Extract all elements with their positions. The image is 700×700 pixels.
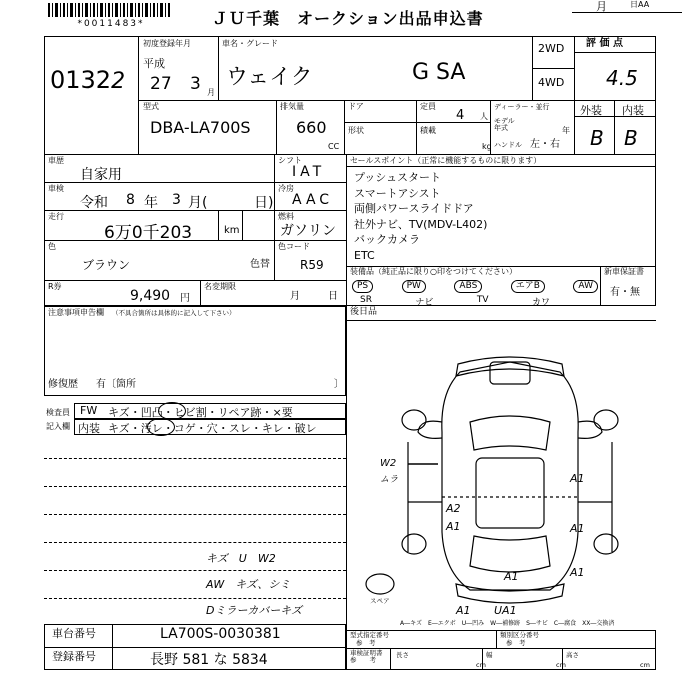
type-reference-label: 参 考: [356, 639, 376, 647]
car-roof: [476, 458, 544, 528]
barcode: [48, 2, 174, 29]
wheel-icon: [594, 410, 618, 430]
divider: [44, 458, 346, 459]
lot-number-value: 0132: [50, 66, 112, 94]
equipment-airbag: エアB: [511, 280, 545, 293]
date-day: 日AA: [630, 0, 650, 9]
displacement-unit: CC: [328, 142, 340, 151]
model-value: DBA-LA700S: [150, 118, 251, 137]
divider: [600, 266, 601, 306]
reg-number-label: 登録番号: [52, 650, 96, 663]
mileage-label: 走行: [48, 212, 64, 221]
history-label: 車歴: [48, 156, 64, 165]
divider: [416, 100, 417, 154]
load-label: 積載: [420, 126, 436, 135]
handle-label: ハンドル: [494, 141, 522, 149]
new-car-warranty-value: 有・無: [610, 287, 640, 298]
sales-point-item: プッシュスタート: [354, 171, 442, 184]
equipment-ps: PS: [352, 280, 373, 293]
lot-number-suffix: 2: [111, 69, 126, 94]
car-name-label: 車名・グレード: [222, 39, 278, 48]
interior-grade: B: [624, 126, 638, 150]
notes-label: 注意事項申告欄: [48, 308, 104, 317]
color-code: R59: [300, 258, 324, 272]
equipment-abs: ABS: [454, 280, 482, 293]
damage-legend: A―キズ E―エクボ U―凹み W―補修跡 S―サビ C―腐食 XX―交換済: [400, 620, 615, 627]
model-label: 型式: [143, 102, 159, 111]
equipment-navi: ナビ: [415, 298, 434, 308]
color-value: ブラウン: [82, 258, 131, 272]
shaken-day-unit: 日): [254, 195, 274, 211]
shaken-month-unit: 月(: [188, 195, 208, 211]
divider: [346, 166, 656, 167]
equipment-sr: SR: [360, 295, 372, 305]
color-label: 色: [48, 242, 56, 251]
inspector-row1-prefix: FW: [80, 404, 98, 417]
sales-point-item: バックカメラ: [354, 233, 420, 246]
car-grade: G SA: [412, 60, 466, 85]
sales-points-list: [354, 170, 487, 263]
divider: [138, 36, 139, 154]
divider: [344, 100, 345, 154]
category-label: 類別区分番号: [500, 631, 539, 639]
door-label: ドア: [348, 102, 364, 111]
evaluation-label: 評 価 点: [586, 38, 623, 49]
equipment-bottom-row: [360, 295, 550, 308]
damage-a2b: A1: [446, 520, 461, 533]
divider: [562, 648, 563, 670]
divider: [44, 570, 346, 571]
divider: [274, 154, 275, 280]
divider: [218, 36, 219, 100]
divider: [346, 320, 656, 321]
new-car-warranty-label: 新車保証書: [604, 267, 644, 276]
damage-a1-right2: A1: [570, 522, 585, 535]
length-cm: cm: [476, 661, 486, 669]
equipment-leather: カワ: [531, 298, 550, 308]
form-title: ＪＵ千葉 オークション出品申込書: [212, 9, 484, 28]
divider: [276, 100, 277, 154]
damage-ua1: UA1: [494, 604, 517, 617]
damage-a1-bottom: A1: [504, 570, 519, 583]
evaluation-score: 4.5: [606, 66, 638, 90]
divider: [274, 210, 346, 211]
divider: [496, 630, 497, 648]
type-designation-label: 型式指定番号: [350, 631, 389, 639]
shaken-era: 令和: [80, 195, 108, 211]
car-mirror-right: [578, 421, 602, 438]
aircon-value: AAC: [292, 192, 334, 208]
divider: [532, 68, 574, 69]
reg-number-value: 長野 581 な 5834: [150, 652, 268, 668]
divider: [574, 116, 656, 117]
shift-value: IAT: [292, 164, 326, 180]
exterior-grade: B: [590, 126, 604, 150]
fuel-value: ガソリン: [280, 223, 336, 239]
cert-label: 車検証明書 参 考: [350, 649, 383, 664]
height-label: 高さ: [566, 651, 579, 659]
exterior-label: 外装: [580, 104, 602, 117]
divider: [574, 100, 656, 101]
equipment-label: 装備品（純正品に限り○印をつけてください）: [350, 267, 517, 276]
divider: [200, 280, 201, 306]
divider: [44, 647, 346, 648]
divider: [44, 542, 346, 543]
inspector-row1-text: キズ・凹凸・ヒビ割・リペア跡・×要: [108, 406, 293, 419]
aircon-label: 冷房: [278, 184, 294, 193]
reg-era: 平成: [143, 57, 165, 70]
reg-month-unit: 月: [207, 88, 215, 97]
chassis-label: 車台番号: [52, 627, 96, 640]
handwritten-note: キズ U W2: [206, 552, 276, 565]
car-rear-bumper: [456, 584, 564, 603]
barcode-number: *0011483*: [77, 19, 145, 29]
car-body-outline: [442, 362, 578, 590]
interior-label: 内装: [622, 104, 644, 117]
notes-sub: （不具合箇所は具体的に記入して下さい）: [112, 309, 236, 317]
history-value: 自家用: [80, 167, 122, 183]
mileage-unit: km: [224, 225, 240, 236]
divider: [242, 210, 243, 240]
model-year-label: モデル 年式: [494, 117, 515, 132]
sales-points-label: セールスポイント（正常に機能するものに限ります）: [350, 156, 542, 165]
category-reference-label: 参 考: [506, 639, 526, 647]
width-cm: cm: [556, 661, 566, 669]
drive-4wd: 4WD: [538, 76, 565, 89]
damage-a1-right3: A1: [570, 566, 585, 579]
divider: [344, 122, 490, 123]
divider: [574, 52, 656, 53]
divider: [614, 100, 615, 154]
reg-year: 27: [150, 74, 172, 94]
equipment-aw: AW: [573, 280, 598, 293]
divider: [274, 182, 346, 183]
divider: [482, 648, 483, 670]
drive-2wd: 2WD: [538, 42, 565, 55]
damage-w2-sub: ムラ: [380, 475, 399, 485]
year-unit: 年: [562, 126, 570, 135]
divider: [44, 240, 346, 241]
name-change-label: 名変期限: [204, 282, 236, 291]
repair-close: 〕: [334, 379, 344, 390]
car-name: ウェイク: [226, 65, 313, 90]
fuel-label: 燃料: [278, 212, 294, 221]
date-month: 月: [596, 0, 607, 13]
inspector-label-1: 検査員: [46, 408, 70, 417]
displacement-label: 排気量: [280, 102, 304, 111]
shaken-year: 8: [126, 192, 135, 208]
spare-tire-icon: [366, 574, 394, 594]
load-unit: kg: [482, 142, 492, 151]
color-change-label: 色替: [250, 259, 270, 270]
divider: [112, 624, 113, 670]
divider: [44, 598, 346, 599]
width-label: 幅: [486, 651, 493, 659]
sales-point-item: スマートアシスト: [354, 186, 441, 200]
shaken-label: 車検: [48, 184, 64, 193]
handwritten-note: AW キズ、シミ: [206, 578, 291, 591]
spare-label: スペア: [370, 597, 390, 605]
color-code-label: 色コード: [278, 242, 310, 251]
damage-a2: A2: [446, 502, 461, 515]
reg-month: 3: [190, 74, 201, 94]
divider: [574, 36, 575, 154]
divider: [346, 306, 347, 636]
divider: [138, 100, 574, 101]
equipment-tv: TV: [476, 295, 489, 305]
displacement-value: 660: [296, 118, 327, 137]
divider: [44, 486, 346, 487]
lot-number: [50, 66, 125, 94]
dealer-label: ディーラー・並行: [494, 103, 550, 111]
name-change-month: 月: [290, 291, 300, 302]
circle-mark-icon: [147, 418, 175, 436]
divider: [490, 100, 491, 154]
shift-label: シフト: [278, 156, 302, 165]
inspector-row2-prefix: 内装: [78, 422, 100, 435]
length-label: 長さ: [396, 651, 409, 659]
wheel-icon: [594, 534, 618, 554]
divider: [218, 210, 219, 240]
barcode-bars-icon: [48, 3, 174, 17]
car-rear-window: [470, 536, 550, 572]
shape-label: 形状: [348, 126, 364, 135]
inspector-row2-text: キズ・汚レ・コゲ・穴・スレ・キレ・破レ: [108, 422, 317, 435]
equipment-top-row: [352, 280, 598, 293]
sales-point-item: 両側パワースライドドア: [354, 202, 474, 215]
capacity-unit: 人: [480, 112, 488, 121]
chassis-value: LA700S-0030381: [160, 626, 281, 642]
car-front-bumper: [456, 357, 564, 376]
sales-point-item: ETC: [354, 248, 375, 262]
divider: [44, 182, 274, 183]
divider: [44, 210, 274, 211]
wheel-icon: [402, 534, 426, 554]
date-underline: [572, 12, 682, 13]
damage-w2: W2: [380, 458, 397, 469]
rear-label: 後日品: [350, 307, 378, 317]
shaken-year-unit: 年: [144, 195, 158, 211]
repair-label: 修復歴: [48, 379, 78, 390]
divider: [44, 514, 346, 515]
divider: [44, 154, 656, 155]
divider: [390, 648, 391, 670]
repair-value: 有〔箇所: [96, 379, 136, 390]
name-change-day: 日: [328, 291, 338, 302]
notes-frame: [44, 306, 346, 396]
damage-a1-right1: A1: [570, 472, 585, 485]
first-reg-label: 初度登録年月: [143, 39, 191, 48]
inspector-label-2: 記入欄: [46, 422, 70, 431]
divider: [44, 280, 346, 281]
tax-value: 9,490: [130, 288, 171, 304]
handwritten-note: Dミラーカバーキズ: [206, 604, 303, 617]
shaken-month: 3: [172, 192, 181, 208]
car-windshield: [470, 416, 550, 450]
capacity-value: 4: [456, 108, 465, 123]
divider: [346, 648, 656, 649]
sales-point-item: 社外ナビ、TV(MDV-L402): [354, 217, 488, 231]
height-cm: cm: [640, 661, 650, 669]
wheel-icon: [402, 410, 426, 430]
capacity-label: 定員: [420, 102, 436, 111]
tax-label: R券: [48, 282, 62, 291]
tax-unit: 円: [180, 293, 190, 304]
mileage-value: 6万0千203: [104, 223, 193, 243]
handle-value: 左・右: [530, 139, 560, 150]
divider: [346, 154, 347, 306]
equipment-pw: PW: [402, 280, 426, 293]
damage-a1-bottom-left: A1: [456, 604, 471, 617]
car-mirror-left: [418, 421, 442, 438]
